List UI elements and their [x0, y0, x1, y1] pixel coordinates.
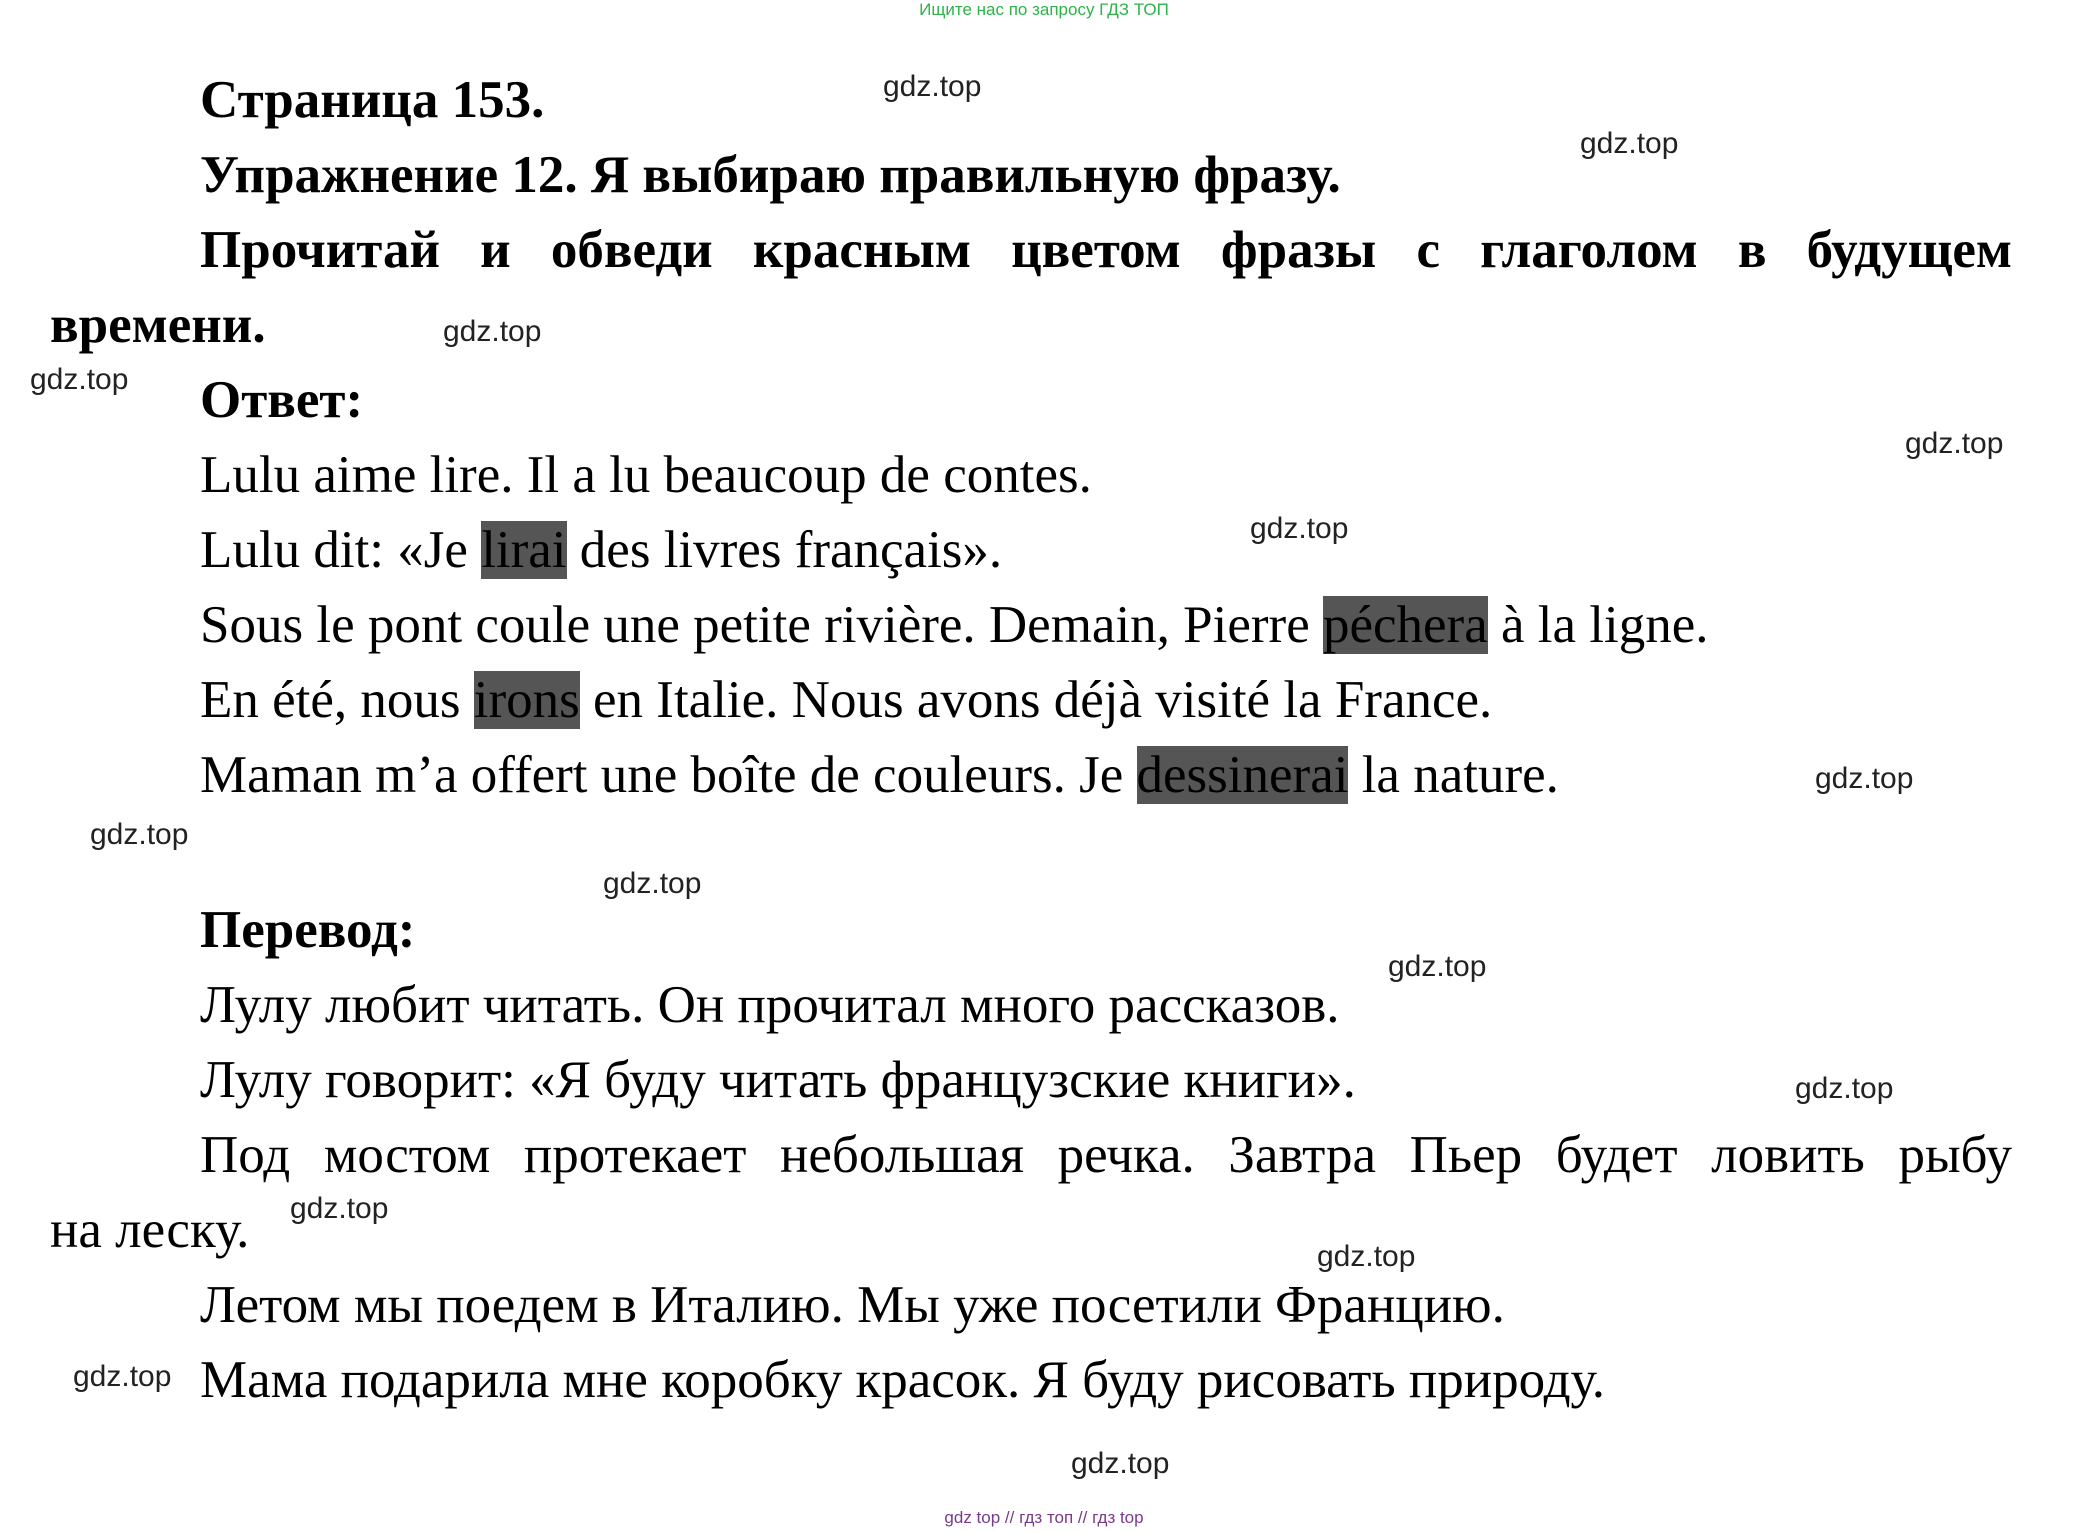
translation-line: Лулу говорит: «Я буду читать французские книги». — [200, 1051, 1356, 1109]
answer-text: Lulu aime lire. Il a lu beaucoup de contes. — [200, 446, 1092, 504]
answer-text: des livres français». — [566, 521, 1003, 579]
answer-line — [200, 745, 1559, 805]
answer-text: la nature. — [1348, 746, 1559, 804]
answer-text: Maman m’a offert une boîte de couleurs. Je — [200, 746, 1137, 804]
translation-heading: Перевод: — [200, 901, 416, 959]
instruction-line-2: времени. — [50, 296, 266, 354]
watermark: gdz.top — [1250, 512, 1349, 545]
watermark: gdz.top — [1815, 762, 1914, 795]
exercise-title: Упражнение 12. Я выбираю правильную фразу. — [200, 146, 1341, 204]
instruction-line-1: Прочитай и обведи красным цветом фразы с глаголом в будущем — [200, 221, 2012, 279]
watermark: gdz.top — [1580, 127, 1679, 160]
answer-text: à la ligne. — [1487, 596, 1709, 654]
future-verb-highlight: lirai — [481, 521, 567, 579]
answer-text: En été, nous — [200, 671, 474, 729]
watermark: gdz.top — [73, 1360, 172, 1393]
translation-line: Мама подарила мне коробку красок. Я буду рисовать природу. — [200, 1351, 1605, 1409]
future-verb-highlight: dessinerai — [1136, 746, 1349, 804]
answer-line — [200, 520, 1002, 580]
answer-text: en Italie. Nous avons déjà visité la France. — [579, 671, 1493, 729]
page-title: Страница 153. — [200, 71, 545, 129]
watermark: gdz.top — [883, 70, 982, 103]
answer-heading: Ответ: — [200, 371, 364, 429]
answer-text: Sous le pont coule une petite rivière. Demain, Pierre — [200, 596, 1323, 654]
answer-line — [200, 670, 1492, 730]
top-banner: Ищите нас по запросу ГДЗ ТОП — [919, 0, 1169, 19]
future-verb-highlight: péchera — [1322, 596, 1488, 654]
watermark: gdz.top — [1795, 1072, 1894, 1105]
watermark: gdz.top — [443, 315, 542, 348]
watermark: gdz.top — [30, 363, 129, 396]
watermark: gdz.top — [1905, 427, 2004, 460]
answer-text: Lulu dit: «Je — [200, 521, 482, 579]
watermark: gdz.top — [1071, 1447, 1170, 1480]
watermark: gdz.top — [290, 1192, 389, 1225]
translation-line: Под мостом протекает небольшая речка. Завтра Пьер будет ловить рыбу — [200, 1126, 2012, 1184]
translation-line: Лулу любит читать. Он прочитал много рассказов. — [200, 976, 1340, 1034]
future-verb-highlight: irons — [473, 671, 580, 729]
watermark: gdz.top — [1317, 1240, 1416, 1273]
answer-line — [200, 595, 1708, 655]
footer: gdz top // гдз топ // гдз top — [944, 1508, 1144, 1527]
watermark: gdz.top — [1388, 950, 1487, 983]
answer-line — [200, 445, 1092, 505]
translation-line: Летом мы поедем в Италию. Мы уже посетили Францию. — [200, 1276, 1505, 1334]
watermark: gdz.top — [90, 818, 189, 851]
watermark: gdz.top — [603, 867, 702, 900]
translation-line: на леску. — [50, 1201, 250, 1259]
